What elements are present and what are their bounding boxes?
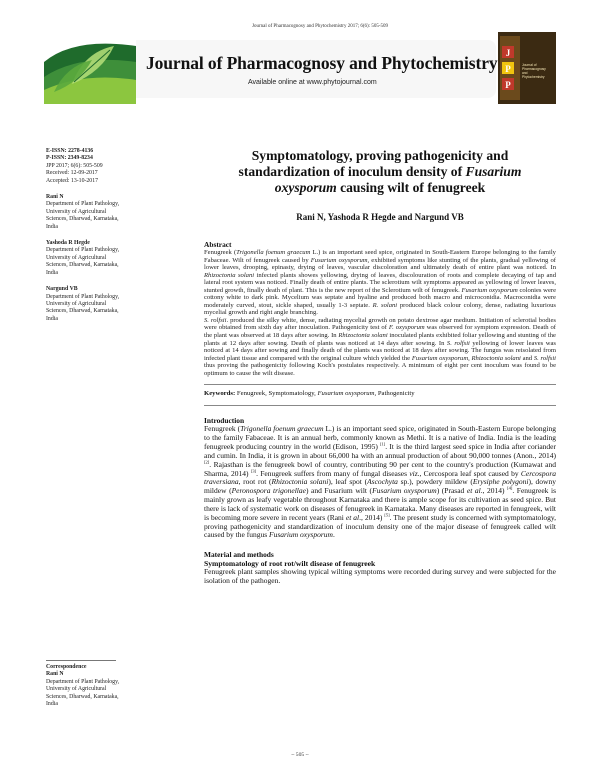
- pissn: P-ISSN: 2349-8234: [46, 155, 93, 162]
- affiliation-1: Rani N Department of Plant Pathology, University of Agricultural Sciences, Dharwad, Karnataka, India: [46, 194, 120, 230]
- abstract-text: Fenugreek (Trigonella foenum graecum L.) is an important seed spice, originated in South-Eastern Europe belonging to the family Fabaceae. Wilt of fenugreek caused by Fusarium oxysporum, exhibited symptoms like stunting of the plants, gradual yellowing of lower leaves, drooping, epinasty, drying of leaves, vascular discoloration and ultimately death of entire plant was noticed. In Rhizoctonia solani infected plants showes yellowing, drying of leaves, discolouration of roots and complete decaying of tap and lateral root system was noticed. Finally death of entire plants. The sclerotium wilt symptoms appeared as yellowing of lower leaves, stunted growth, finally death of plant. This is the new report of the Sclerotium wilt of fenugreek. Fusarium oxysporum colonies were cottony white to dark pink. Mycelium was septate and hyaline and produced both macro and microconidia. Macroconidia were moderately curved, stout, sickle shaped, usually 1-3 septate. R. solani produced black colour colony, dense, radiating luxurious mycelial growth and right angle branching. S. rolfsii. produced the silky white, dense, radiating mycelial growth on potato dextrose agar medium. Initiation of sclerotial bodies were obtained from sixth day after inoculation. Pathogenicity test of F. oxysporum was observed for symptom expression. Death of the plant was observed at 18 days after sowing. In Rhizoctonia solani inoculated plants exhibited foliar yellowing and stunting of the plants at 12 days after sowing. Death of plants was noticed at 14 days after sowing. In S. rolfsii yellowing of lower leaves was noticed at 14 days after sowing and finally death of the plants was noticed at 18 days after sowing. The fungus was reisolated from infected plant tissue and compared with the original culture which yielded the Fusarium oxysporum, Rhizoctonia solani and S. rolfsii thus proving the pathogenicity following Koch's postulates respectively. A minimum of eight per cent inoculum was found to be optimum to cause the wilt disease.: [204, 249, 557, 377]
- correspondence: Correspondence Rani N Department of Plant Pathology, University of Agricultural Sciences, Dharwad, Karnataka, India: [46, 664, 120, 708]
- cover-text-4: Phytochemistry: [522, 75, 545, 79]
- journal-website[interactable]: Available online at www.phytojournal.com: [248, 79, 377, 86]
- keywords: Keywords: Fenugreek, Symptomatology, Fusarium oxysporum, Pathogenicity: [204, 390, 415, 398]
- banner-title-area: [136, 40, 496, 98]
- introduction-heading: Introduction: [204, 416, 245, 426]
- correspondence-divider: [46, 660, 116, 661]
- accepted-date: Accepted: 13-10-2017: [46, 177, 98, 184]
- main-column: [204, 148, 556, 586]
- materials-heading: Material and methods: [204, 550, 274, 560]
- leaf-logo-icon: [44, 32, 136, 104]
- eissn: E-ISSN: 2278-4136: [46, 148, 94, 154]
- affiliation-2: Yashoda R Hegde Department of Plant Pathology, University of Agricultural Sciences, Dharwad, Karnataka, India: [46, 240, 120, 276]
- author-list: Rani N, Yashoda R Hegde and Nargund VB: [296, 212, 464, 222]
- page-number: ~ 505 ~: [291, 752, 309, 758]
- cover-text-2: Pharmacognosy: [522, 67, 546, 71]
- cover-text-3: and: [522, 71, 528, 75]
- jpp-citation: JPP 2017; 6(6): 505-509: [46, 162, 103, 169]
- banner-logo: [44, 32, 136, 104]
- journal-title: Journal of Pharmacognosy and Phytochemistry: [146, 53, 498, 73]
- running-header: Journal of Pharmacognosy and Phytochemistry 2017; 6(6): 505-509: [252, 24, 388, 29]
- article-title: Symptomatology, proving pathogenicity and standardization of inoculum density of Fusarium oxysporum causing wilt of fenugreek: [238, 148, 522, 195]
- affiliation-3: Nargund VB Department of Plant Pathology, University of Agricultural Sciences, Dharwad, Karnataka, India: [46, 286, 120, 322]
- abstract-heading: Abstract: [204, 240, 232, 249]
- journal-banner: [44, 32, 556, 104]
- cover-letter-j: J: [505, 48, 511, 58]
- keywords-divider: [204, 405, 556, 406]
- abstract-divider: [204, 384, 556, 385]
- journal-cover-thumbnail: [498, 32, 556, 104]
- cover-text-1: Journal of: [522, 63, 537, 67]
- cover-letter-p1: P: [505, 64, 511, 74]
- materials-text: Fenugreek plant samples showing typical wilting symptoms were recorded during survey and were subjected for the isolation of the pathogen.: [204, 567, 556, 586]
- cover-letter-p2: P: [505, 80, 511, 90]
- left-sidebar: [46, 148, 196, 323]
- received-date: Received: 12-09-2017: [46, 170, 98, 177]
- symptomatology-subheading: Symptomatology of root rot/wilt disease of fenugreek: [204, 559, 376, 569]
- introduction-text: Fenugreek (Trigonella foenum graecum L.) is an important seed spice, originated in South-Eastern Europe belonging to the family Fabaceae. It is an annual herb, commonly known as Methi. It is a native of India. India is the leading fenugreek producing country in the world (Edison, 1995) [1]. It is the third largest seed spice in India after coriander and cumin. In India, it is grown in about 66,000 ha with an annual production of about 90,000 tonnes (Anon., 2014) [2]. Rajasthan is the fenugreek bowl of country, contributing 90 per cent to the country's production (Kumawat and Sharma, 2014) [3]. Fenugreek suffers from many of fungal diseases viz., Cercospora leaf spot caused by Cercospora traversiana, root rot (Rhizoctonia solani), leaf spot (Ascochyta sp.), powdery mildew (Erysiphe polygoni), downy mildew (Peronospora trigonellae) and Fusarium wilt (Fusarium oxysporum) (Prasad et al., 2014) [4]. Fenugreek is mainly grown as leafy vegetable throughout Karnataka and there is ample scope for its cultivation as seed spice. But there is lack of systematic work on diseases of fenugreek in Karnataka. Many diseases are reported in fenugreek, wilt is becoming more severe in recent years (Rani et al., 2014) [5]. The present study is concerned with symptomatology, proving pathogenicity and standardization of inoculum density one of the major disease of fenugreek called wilt caused by the fungus Fusarium oxysporum.: [204, 424, 557, 540]
